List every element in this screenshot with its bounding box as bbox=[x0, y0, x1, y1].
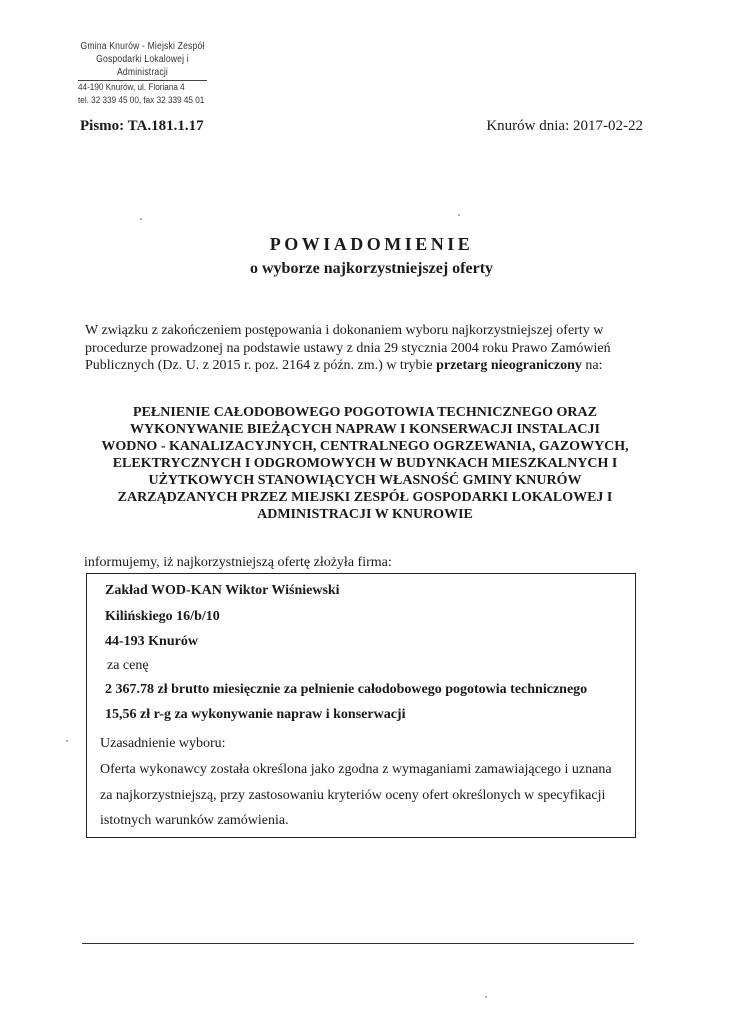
company-city: 44-193 Knurów bbox=[105, 634, 198, 649]
subject-line: ADMINISTRACJI W KNUROWIE bbox=[257, 507, 473, 522]
scan-speck bbox=[140, 218, 142, 220]
inform-text: informujemy, iż najkorzystniejszą ofertę złożyła firma: bbox=[84, 555, 392, 570]
subject-line: PEŁNIENIE CAŁODOBOWEGO POGOTOWIA TECHNICZNEGO ORAZ bbox=[133, 405, 597, 420]
subject-line: ZARZĄDZANYCH PRZEZ MIEJSKI ZESPÓŁ GOSPODARKI LOKALOWEJ I bbox=[117, 490, 613, 505]
company-street: Kilińskiego 16/b/10 bbox=[105, 609, 220, 624]
procedure-mode: przetarg nieograniczony bbox=[436, 358, 582, 373]
document-title: POWIADOMIENIE bbox=[269, 234, 474, 254]
intro-paragraph bbox=[85, 322, 640, 375]
company-name: Zakład WOD-KAN Wiktor Wiśniewski bbox=[105, 583, 340, 598]
intro-line: procedurze prowadzonej na podstawie ustawy z dnia 29 stycznia 2004 roku Prawo Zamówień bbox=[85, 340, 611, 356]
contract-subject bbox=[80, 404, 650, 523]
footer-divider bbox=[82, 943, 634, 944]
price-monthly: 2 367.78 zł brutto miesięcznie za pelnienie całodobowego pogotowia technicznego bbox=[105, 682, 588, 697]
scan-speck bbox=[458, 214, 460, 216]
scan-speck bbox=[66, 740, 68, 742]
price-label: za cenę bbox=[107, 658, 149, 673]
subject-line: UŻYTKOWYCH STANOWIĄCYCH WŁASNOŚĆ GMINY KNURÓW bbox=[148, 473, 582, 488]
justification-line: za najkorzystniejszą, przy zastosowaniu kryteriów oceny ofert określonych w specyfikacji bbox=[100, 788, 606, 803]
intro-line bbox=[85, 357, 640, 375]
intro-line: W związku z zakończeniem postępowania i dokonaniem wyboru najkorzystniejszej oferty w bbox=[85, 323, 604, 338]
price-hourly: 15,56 zł r-g za wykonywanie napraw i konserwacji bbox=[105, 707, 406, 722]
stamp-address: 44-190 Knurów, ul. Floriana 4 bbox=[78, 82, 185, 93]
subject-line: ELEKTRYCZNYCH I ODGROMOWYCH W BUDYNKACH MIESZKALNYCH I bbox=[112, 456, 618, 471]
intro-line3-prefix: Publicznych (Dz. U. z 2015 r. poz. 2164 z późn. zm.) w trybie bbox=[85, 358, 433, 373]
justification-label: Uzasadnienie wyboru: bbox=[100, 736, 226, 751]
subject-line: WYKONYWANIE BIEŻĄCYCH NAPRAW I KONSERWACJI INSTALACJI bbox=[129, 422, 600, 437]
institution-stamp bbox=[78, 40, 207, 107]
subject-line: WODNO - KANALIZACYJNYCH, CENTRALNEGO OGRZEWANIA, GAZOWYCH, bbox=[101, 439, 629, 454]
justification-line: Oferta wykonawcy została określona jako zgodna z wymaganiami zamawiającego i uznana bbox=[100, 762, 612, 777]
scan-speck bbox=[485, 996, 487, 998]
justification-line: istotnych warunków zamówienia. bbox=[100, 813, 289, 828]
document-subtitle: o wyborze najkorzystniejszej oferty bbox=[249, 260, 494, 277]
stamp-phone: tel. 32 339 45 00, fax 32 339 45 01 bbox=[78, 95, 205, 106]
place-date: Knurów dnia: 2017-02-22 bbox=[486, 118, 643, 134]
winner-box bbox=[86, 573, 636, 838]
letter-number: Pismo: TA.181.1.17 bbox=[80, 118, 204, 134]
intro-line3-suffix: na: bbox=[585, 358, 603, 373]
stamp-line-1: Gmina Knurów - Miejski Zespół bbox=[80, 41, 205, 52]
stamp-line-2: Gospodarki Lokalowej i Administracji bbox=[78, 53, 207, 81]
